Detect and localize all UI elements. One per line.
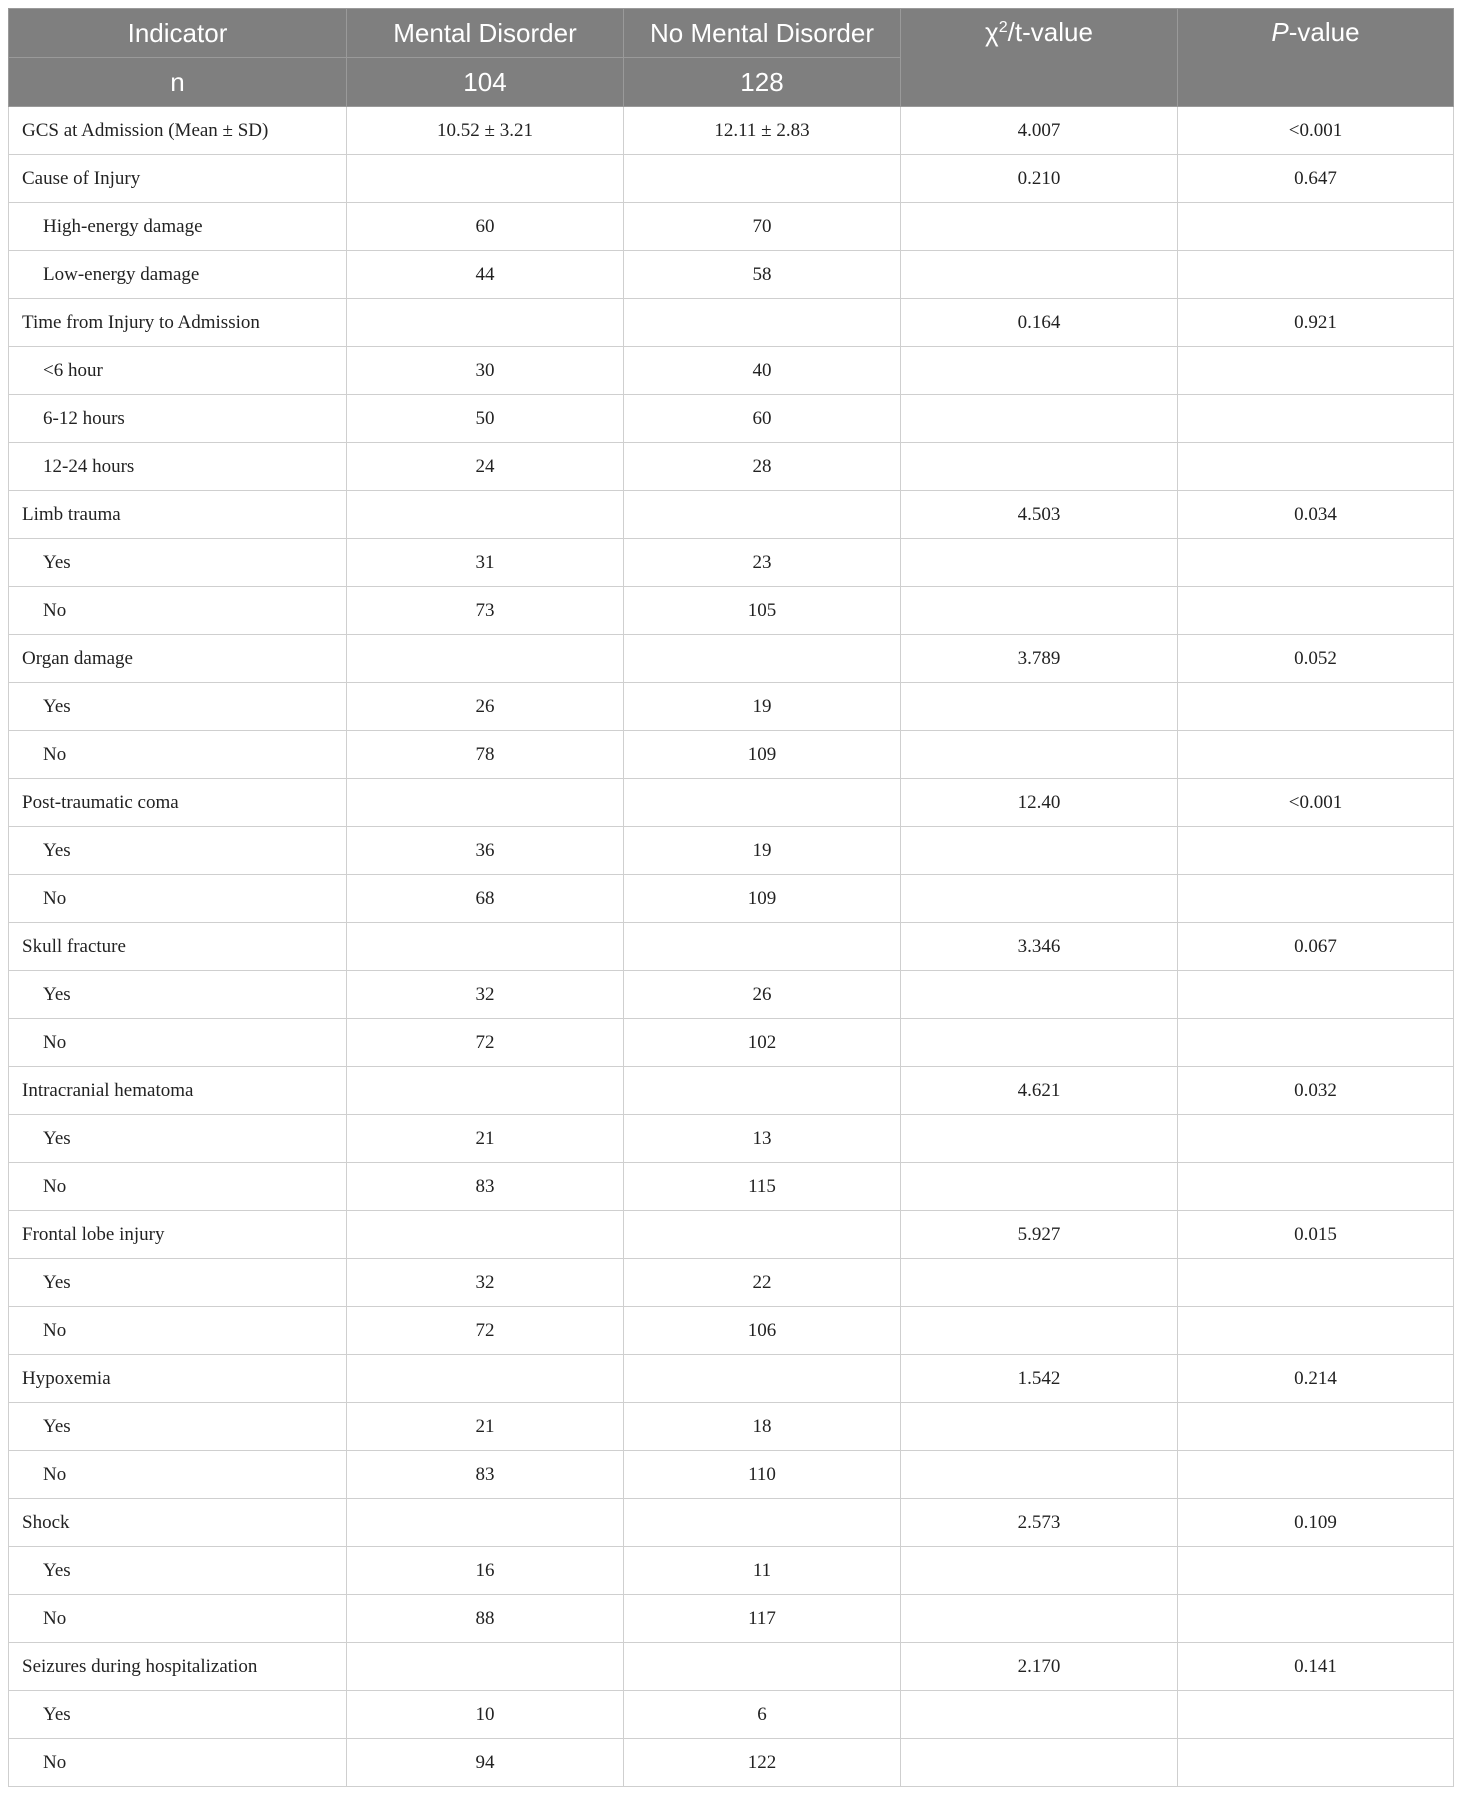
table-row <box>9 539 1454 587</box>
cell-p-value <box>1178 731 1454 779</box>
cell-mental <box>347 923 624 971</box>
cell-statistic <box>901 1739 1178 1787</box>
table-row <box>9 1115 1454 1163</box>
cell-p-value <box>1178 683 1454 731</box>
cell-no-mental: 117 <box>624 1595 901 1643</box>
cell-statistic <box>901 539 1178 587</box>
cell-no-mental: 122 <box>624 1739 901 1787</box>
cell-no-mental: 18 <box>624 1403 901 1451</box>
cell-p-value <box>1178 1691 1454 1739</box>
cell-statistic <box>901 827 1178 875</box>
row-label: Intracranial hematoma <box>9 1067 347 1115</box>
cell-mental: 24 <box>347 443 624 491</box>
table-row <box>9 1547 1454 1595</box>
cell-no-mental <box>624 1355 901 1403</box>
row-label: No <box>9 1451 347 1499</box>
cell-statistic <box>901 443 1178 491</box>
cell-no-mental: 109 <box>624 731 901 779</box>
cell-p-value <box>1178 1115 1454 1163</box>
cell-p-value <box>1178 827 1454 875</box>
cell-statistic: 3.346 <box>901 923 1178 971</box>
cell-p-value <box>1178 971 1454 1019</box>
cell-p-value: 0.921 <box>1178 299 1454 347</box>
cell-mental: 44 <box>347 251 624 299</box>
row-label: Yes <box>9 683 347 731</box>
cell-statistic <box>901 875 1178 923</box>
cell-no-mental: 12.11 ± 2.83 <box>624 107 901 155</box>
header-n-no-mental: 128 <box>624 58 901 107</box>
cell-statistic <box>901 1547 1178 1595</box>
cell-statistic: 4.621 <box>901 1067 1178 1115</box>
table-row <box>9 155 1454 203</box>
table-row <box>9 875 1454 923</box>
cell-mental <box>347 1643 624 1691</box>
table-row <box>9 827 1454 875</box>
cell-no-mental: 26 <box>624 971 901 1019</box>
table-container <box>8 8 1453 1787</box>
cell-no-mental: 106 <box>624 1307 901 1355</box>
cell-statistic: 4.007 <box>901 107 1178 155</box>
cell-no-mental <box>624 779 901 827</box>
row-label: Yes <box>9 1691 347 1739</box>
row-label: Cause of Injury <box>9 155 347 203</box>
table-row <box>9 779 1454 827</box>
cell-mental: 26 <box>347 683 624 731</box>
table-row <box>9 635 1454 683</box>
header-indicator: Indicator <box>9 9 347 58</box>
table-row <box>9 1307 1454 1355</box>
table-row <box>9 1211 1454 1259</box>
cell-mental: 83 <box>347 1451 624 1499</box>
table-row <box>9 1355 1454 1403</box>
cell-no-mental: 13 <box>624 1115 901 1163</box>
table-row <box>9 1595 1454 1643</box>
cell-p-value: 0.015 <box>1178 1211 1454 1259</box>
cell-mental <box>347 779 624 827</box>
row-label: Skull fracture <box>9 923 347 971</box>
row-label: Yes <box>9 827 347 875</box>
cell-statistic: 3.789 <box>901 635 1178 683</box>
cell-mental: 50 <box>347 395 624 443</box>
cell-p-value <box>1178 1595 1454 1643</box>
cell-mental: 36 <box>347 827 624 875</box>
row-label: Post-traumatic coma <box>9 779 347 827</box>
cell-no-mental: 11 <box>624 1547 901 1595</box>
table-row <box>9 1259 1454 1307</box>
cell-mental <box>347 1067 624 1115</box>
row-label: No <box>9 1739 347 1787</box>
cell-statistic <box>901 1115 1178 1163</box>
header-n-label: n <box>9 58 347 107</box>
cell-mental: 21 <box>347 1115 624 1163</box>
cell-statistic: 0.164 <box>901 299 1178 347</box>
header-statistic-sup: 2 <box>998 18 1008 37</box>
table-row <box>9 443 1454 491</box>
row-label: High-energy damage <box>9 203 347 251</box>
table-row <box>9 923 1454 971</box>
cell-mental: 21 <box>347 1403 624 1451</box>
cell-p-value <box>1178 539 1454 587</box>
row-label: Time from Injury to Admission <box>9 299 347 347</box>
cell-p-value: 0.647 <box>1178 155 1454 203</box>
cell-mental: 83 <box>347 1163 624 1211</box>
row-label: Frontal lobe injury <box>9 1211 347 1259</box>
header-statistic-chi: χ <box>985 17 999 47</box>
row-label: Shock <box>9 1499 347 1547</box>
cell-statistic: 1.542 <box>901 1355 1178 1403</box>
table-row <box>9 1739 1454 1787</box>
table-row <box>9 299 1454 347</box>
cell-no-mental <box>624 155 901 203</box>
cell-statistic: 2.573 <box>901 1499 1178 1547</box>
cell-no-mental: 115 <box>624 1163 901 1211</box>
cell-statistic <box>901 203 1178 251</box>
cell-statistic <box>901 1451 1178 1499</box>
cell-p-value: 0.214 <box>1178 1355 1454 1403</box>
cell-p-value: 0.034 <box>1178 491 1454 539</box>
cell-statistic <box>901 251 1178 299</box>
cell-no-mental: 70 <box>624 203 901 251</box>
header-no-mental-disorder: No Mental Disorder <box>624 9 901 58</box>
cell-mental: 60 <box>347 203 624 251</box>
cell-p-value: 0.052 <box>1178 635 1454 683</box>
cell-p-value <box>1178 443 1454 491</box>
cell-no-mental <box>624 1499 901 1547</box>
cell-mental: 32 <box>347 1259 624 1307</box>
cell-p-value: <0.001 <box>1178 107 1454 155</box>
table-row <box>9 251 1454 299</box>
cell-no-mental: 110 <box>624 1451 901 1499</box>
cell-no-mental: 6 <box>624 1691 901 1739</box>
row-label: 6-12 hours <box>9 395 347 443</box>
table-row <box>9 1451 1454 1499</box>
cell-p-value: 0.067 <box>1178 923 1454 971</box>
cell-statistic <box>901 1163 1178 1211</box>
table-row <box>9 347 1454 395</box>
cell-statistic <box>901 347 1178 395</box>
cell-p-value <box>1178 1019 1454 1067</box>
cell-no-mental: 40 <box>624 347 901 395</box>
row-label: GCS at Admission (Mean ± SD) <box>9 107 347 155</box>
cell-statistic: 5.927 <box>901 1211 1178 1259</box>
table-row <box>9 731 1454 779</box>
cell-statistic <box>901 1259 1178 1307</box>
cell-no-mental: 60 <box>624 395 901 443</box>
cell-statistic: 4.503 <box>901 491 1178 539</box>
header-statistic-rest: /t-value <box>1007 17 1093 47</box>
cell-mental: 73 <box>347 587 624 635</box>
cell-no-mental <box>624 491 901 539</box>
row-label: Yes <box>9 1547 347 1595</box>
cell-mental: 10.52 ± 3.21 <box>347 107 624 155</box>
cell-mental <box>347 155 624 203</box>
cell-p-value <box>1178 203 1454 251</box>
table-row <box>9 1019 1454 1067</box>
cell-p-value <box>1178 1307 1454 1355</box>
cell-p-value: 0.109 <box>1178 1499 1454 1547</box>
table-row <box>9 1643 1454 1691</box>
cell-p-value <box>1178 1451 1454 1499</box>
cell-no-mental: 23 <box>624 539 901 587</box>
table-row <box>9 1499 1454 1547</box>
header-n-mental: 104 <box>347 58 624 107</box>
cell-p-value <box>1178 1547 1454 1595</box>
table-row <box>9 491 1454 539</box>
row-label: Organ damage <box>9 635 347 683</box>
cell-p-value: <0.001 <box>1178 779 1454 827</box>
cell-mental <box>347 1355 624 1403</box>
cell-no-mental: 105 <box>624 587 901 635</box>
header-statistic <box>901 9 1178 107</box>
cell-mental <box>347 299 624 347</box>
row-label: 12-24 hours <box>9 443 347 491</box>
table-body <box>9 107 1454 1787</box>
cell-mental: 94 <box>347 1739 624 1787</box>
cell-p-value <box>1178 1739 1454 1787</box>
cell-mental: 72 <box>347 1307 624 1355</box>
cell-mental: 10 <box>347 1691 624 1739</box>
cell-no-mental <box>624 923 901 971</box>
cell-statistic <box>901 1595 1178 1643</box>
cell-mental: 88 <box>347 1595 624 1643</box>
row-label: Yes <box>9 971 347 1019</box>
cell-p-value <box>1178 251 1454 299</box>
cell-mental: 78 <box>347 731 624 779</box>
cell-mental: 68 <box>347 875 624 923</box>
row-label: No <box>9 875 347 923</box>
cell-mental <box>347 635 624 683</box>
cell-statistic: 0.210 <box>901 155 1178 203</box>
row-label: Yes <box>9 1403 347 1451</box>
row-label: No <box>9 731 347 779</box>
header-mental-disorder: Mental Disorder <box>347 9 624 58</box>
cell-no-mental: 109 <box>624 875 901 923</box>
row-label: Low-energy damage <box>9 251 347 299</box>
cell-p-value <box>1178 587 1454 635</box>
cell-p-value <box>1178 347 1454 395</box>
table-row <box>9 107 1454 155</box>
cell-mental: 72 <box>347 1019 624 1067</box>
cell-no-mental <box>624 1643 901 1691</box>
cell-p-value <box>1178 875 1454 923</box>
row-label: No <box>9 1595 347 1643</box>
header-row <box>9 9 1454 58</box>
header-p-value <box>1178 9 1454 107</box>
cell-mental: 32 <box>347 971 624 1019</box>
cell-statistic <box>901 587 1178 635</box>
table-row <box>9 971 1454 1019</box>
cell-statistic <box>901 1019 1178 1067</box>
row-label: Limb trauma <box>9 491 347 539</box>
data-table <box>8 8 1454 1787</box>
table-header <box>9 9 1454 107</box>
cell-p-value <box>1178 395 1454 443</box>
cell-no-mental <box>624 299 901 347</box>
row-label: Yes <box>9 539 347 587</box>
cell-mental <box>347 1499 624 1547</box>
header-p-rest: -value <box>1288 17 1360 47</box>
cell-no-mental <box>624 635 901 683</box>
cell-mental <box>347 1211 624 1259</box>
table-row <box>9 683 1454 731</box>
table-row <box>9 1403 1454 1451</box>
row-label: Yes <box>9 1259 347 1307</box>
cell-statistic <box>901 971 1178 1019</box>
row-label: No <box>9 1019 347 1067</box>
row-label: No <box>9 1307 347 1355</box>
table-row <box>9 1691 1454 1739</box>
row-label: Yes <box>9 1115 347 1163</box>
cell-statistic <box>901 1307 1178 1355</box>
cell-mental: 30 <box>347 347 624 395</box>
table-row <box>9 1067 1454 1115</box>
cell-statistic: 12.40 <box>901 779 1178 827</box>
cell-no-mental: 19 <box>624 683 901 731</box>
cell-no-mental <box>624 1067 901 1115</box>
row-label: Seizures during hospitalization <box>9 1643 347 1691</box>
cell-statistic <box>901 731 1178 779</box>
cell-mental <box>347 491 624 539</box>
cell-statistic <box>901 395 1178 443</box>
cell-no-mental: 28 <box>624 443 901 491</box>
cell-p-value: 0.141 <box>1178 1643 1454 1691</box>
row-label: <6 hour <box>9 347 347 395</box>
cell-no-mental: 102 <box>624 1019 901 1067</box>
row-label: No <box>9 1163 347 1211</box>
table-row <box>9 395 1454 443</box>
cell-statistic <box>901 1691 1178 1739</box>
table-row <box>9 203 1454 251</box>
cell-statistic <box>901 683 1178 731</box>
cell-p-value <box>1178 1403 1454 1451</box>
table-row <box>9 587 1454 635</box>
table-row <box>9 1163 1454 1211</box>
cell-no-mental: 58 <box>624 251 901 299</box>
cell-no-mental: 19 <box>624 827 901 875</box>
cell-no-mental <box>624 1211 901 1259</box>
cell-p-value: 0.032 <box>1178 1067 1454 1115</box>
cell-mental: 16 <box>347 1547 624 1595</box>
cell-p-value <box>1178 1259 1454 1307</box>
row-label: No <box>9 587 347 635</box>
cell-mental: 31 <box>347 539 624 587</box>
cell-statistic <box>901 1403 1178 1451</box>
row-label: Hypoxemia <box>9 1355 347 1403</box>
cell-statistic: 2.170 <box>901 1643 1178 1691</box>
cell-no-mental: 22 <box>624 1259 901 1307</box>
header-p-italic: P <box>1271 17 1289 47</box>
cell-p-value <box>1178 1163 1454 1211</box>
